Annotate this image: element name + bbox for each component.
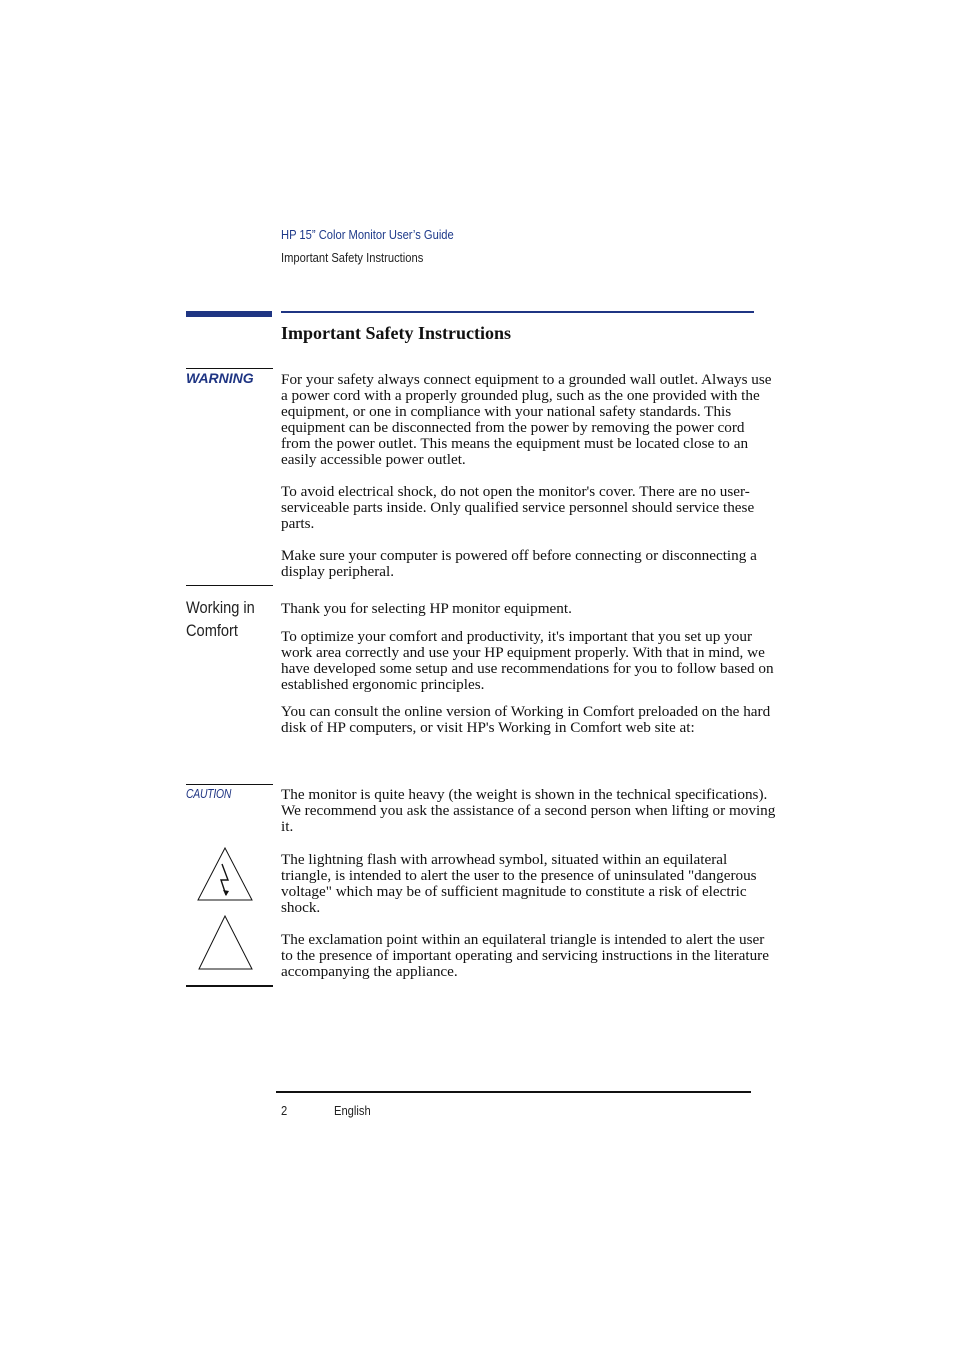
warning-label: WARNING bbox=[186, 370, 254, 386]
comfort-rule bbox=[186, 585, 273, 586]
caution-end-rule bbox=[186, 985, 273, 987]
comfort-label: Working in Comfort bbox=[186, 598, 255, 640]
caution-paragraph-1: The monitor is quite heavy (the weight is shown in the technical specifications). We recommend you ask the assistance of a second person when lifting or moving it. bbox=[281, 786, 776, 835]
caution-label: CAUTION bbox=[186, 786, 232, 801]
lightning-triangle-icon bbox=[196, 846, 254, 902]
section-marker-bar bbox=[186, 311, 272, 317]
page-number: 2 bbox=[281, 1103, 288, 1118]
comfort-paragraph-3: You can consult the online version of Working in Comfort preloaded on the hard disk of HP computers, or visit HP's Working in Comfort web site at: bbox=[281, 703, 771, 736]
caution-paragraph-3: The exclamation point within an equilateral triangle is intended to alert the user to the presence of important operating and servicing instructions in the literature accompanying the appliance. bbox=[281, 931, 769, 980]
page-language: English bbox=[334, 1103, 371, 1118]
comfort-paragraph-1: Thank you for selecting HP monitor equipment. bbox=[281, 600, 572, 617]
warning-paragraph-2: To avoid electrical shock, do not open the monitor's cover. There are no user-serviceable parts inside. Only qualified service personnel should service these parts. bbox=[281, 483, 755, 532]
document-title: HP 15” Color Monitor User’s Guide bbox=[281, 227, 454, 242]
caution-rule bbox=[186, 784, 273, 785]
section-title: Important Safety Instructions bbox=[281, 323, 512, 343]
section-rule bbox=[281, 311, 754, 313]
warning-rule bbox=[186, 368, 273, 369]
footer-rule bbox=[276, 1091, 751, 1093]
comfort-paragraph-2: To optimize your comfort and productivity, it's important that you set up your work area correctly and use your HP equipment properly. With that in mind, we have developed some setup and use recommendations for you to follow based on established ergonomic principles. bbox=[281, 628, 774, 693]
caution-paragraph-2: The lightning flash with arrowhead symbol, situated within an equilateral triangle, is intended to alert the user to the presence of uninsulated "dangerous voltage" which may be of sufficient magnitude to constitute a risk of electric shock. bbox=[281, 851, 757, 916]
warning-paragraph-3: Make sure your computer is powered off before connecting or disconnecting a display peripheral. bbox=[281, 547, 757, 580]
warning-paragraph-1: For your safety always connect equipment to a grounded wall outlet. Always use a power cord with a properly grounded plug, such as the one provided with the equipment, or one in compliance with your national safety standards. This equipment can be disconnected from the power by removing the power cord from the power outlet. This means the equipment must be located close to an easily accessible power outlet. bbox=[281, 371, 772, 468]
chapter-subtitle: Important Safety Instructions bbox=[281, 250, 424, 265]
exclamation-triangle-icon bbox=[197, 914, 255, 971]
